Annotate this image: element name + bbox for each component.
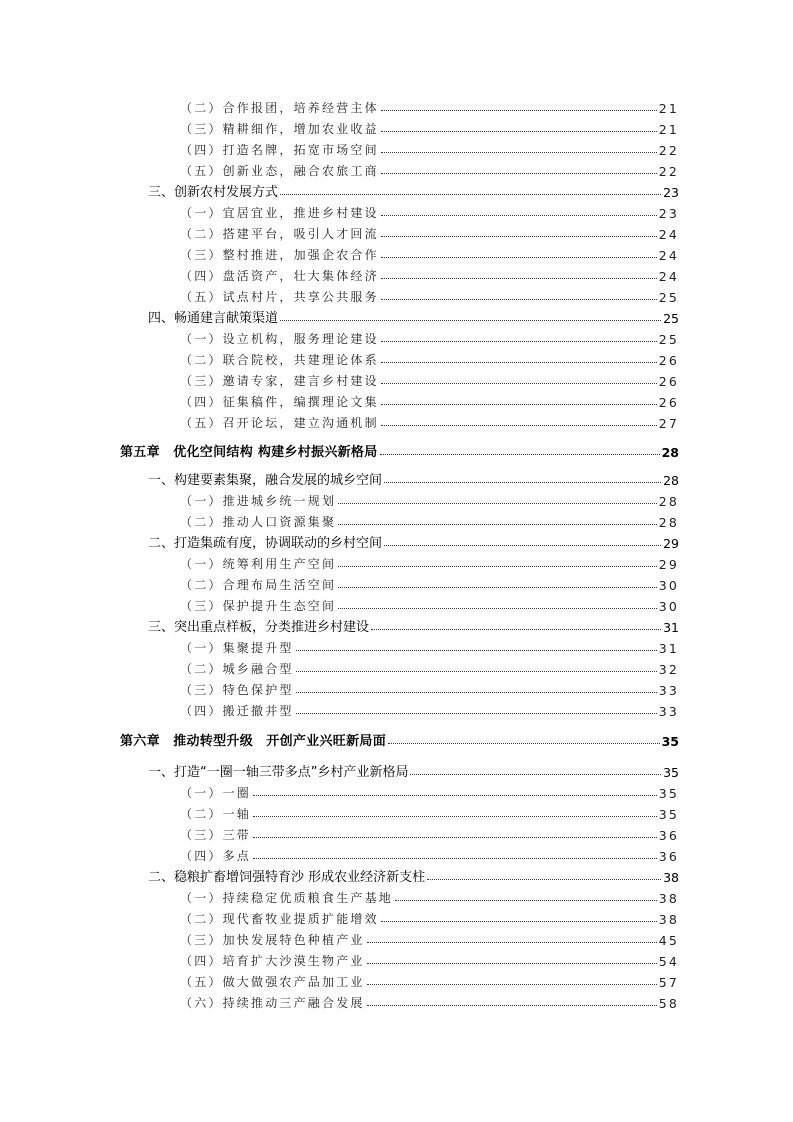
page-number: 29: [663, 536, 679, 551]
page-number: 28: [661, 445, 679, 460]
page-number: 35: [661, 734, 679, 749]
dot-leader: [367, 963, 657, 964]
dot-leader: [381, 278, 657, 279]
subsection-title: （一）统筹利用生产空间: [180, 557, 337, 571]
subsection-title: （一）推进城乡统一规划: [180, 494, 337, 508]
page-number: 24: [658, 248, 679, 263]
dot-leader: [338, 524, 656, 525]
section-title: 三、突出重点样板，分类推进乡村建设: [148, 620, 370, 635]
dot-leader: [253, 795, 657, 796]
subsection-title: （五）做大做强农产品加工业: [180, 975, 365, 989]
page-number: 25: [663, 311, 679, 326]
dot-leader: [381, 425, 657, 426]
toc-entry[interactable]: [180, 928, 679, 948]
dot-leader: [384, 482, 661, 483]
toc-entry[interactable]: [180, 699, 679, 719]
toc-entry[interactable]: [180, 117, 679, 137]
toc-entry[interactable]: [180, 489, 679, 509]
section-title: 三、创新农村发展方式: [148, 185, 279, 200]
toc-entry[interactable]: [180, 552, 679, 572]
dot-leader: [380, 454, 660, 455]
page-number: 23: [658, 206, 679, 221]
dot-leader: [381, 383, 657, 384]
subsection-title: （三）精耕细作，增加农业收益: [180, 122, 379, 136]
page-number: 36: [658, 849, 679, 864]
subsection-title: （三）特色保护型: [180, 683, 294, 697]
page-number: 26: [658, 374, 679, 389]
subsection-title: （三）邀请专家，建言乡村建设: [180, 374, 379, 388]
page-number: 28: [658, 494, 679, 509]
page-number: 28: [663, 473, 679, 488]
page-number: 25: [658, 332, 679, 347]
subsection-title: （三）加快发展特色种植产业: [180, 933, 365, 947]
dot-leader: [338, 587, 656, 588]
toc-entry[interactable]: [180, 573, 679, 593]
subsection-title: （五）召开论坛，建立沟通机制: [180, 416, 379, 430]
chapter-title: 第六章 推动转型升级 开创产业兴旺新局面: [120, 734, 387, 749]
subsection-title: （二）搭建平台，吸引人才回流: [180, 227, 379, 241]
page-number: 58: [658, 996, 679, 1011]
page-number: 31: [663, 620, 679, 635]
dot-leader: [280, 194, 661, 195]
page-number: 33: [658, 704, 679, 719]
page-number: 35: [658, 786, 679, 801]
dot-leader: [395, 900, 657, 901]
subsection-title: （四）搬迁撤并型: [180, 704, 294, 718]
toc-entry[interactable]: [180, 348, 679, 368]
toc-entry[interactable]: [180, 657, 679, 677]
page-number: 35: [658, 807, 679, 822]
toc-entry[interactable]: [180, 844, 679, 864]
toc-entry[interactable]: [180, 96, 679, 116]
subsection-title: （二）现代畜牧业提质扩能增效: [180, 912, 379, 926]
toc-entry[interactable]: [180, 594, 679, 614]
dot-leader: [381, 152, 657, 153]
subsection-title: （一）一圈: [180, 786, 252, 800]
dot-leader: [381, 341, 657, 342]
dot-leader: [338, 566, 656, 567]
dot-leader: [381, 362, 657, 363]
toc-entry[interactable]: [180, 138, 679, 158]
subsection-title: （三）三带: [180, 828, 252, 842]
page-number: 22: [658, 164, 679, 179]
dot-leader: [296, 650, 657, 651]
dot-leader: [253, 816, 657, 817]
subsection-title: （六）持续推动三产融合发展: [180, 996, 365, 1010]
toc-entry[interactable]: [148, 468, 679, 488]
page-number: 21: [658, 101, 679, 116]
subsection-title: （二）推动人口资源集聚: [180, 515, 337, 529]
page-number: 29: [658, 557, 679, 572]
page-number: 33: [658, 683, 679, 698]
toc-entry[interactable]: [180, 222, 679, 242]
page-number: 38: [658, 891, 679, 906]
toc-entry[interactable]: [180, 510, 679, 530]
dot-leader: [410, 774, 661, 775]
toc-entry[interactable]: [180, 201, 679, 221]
subsection-title: （四）盘活资产，壮大集体经济: [180, 269, 379, 283]
toc-entry[interactable]: [180, 369, 679, 389]
dot-leader: [381, 404, 657, 405]
page-number: 25: [658, 290, 679, 305]
toc-entry[interactable]: [148, 531, 679, 551]
section-title: 一、打造“一圈一轴三带多点”乡村产业新格局: [148, 765, 409, 780]
toc-entry[interactable]: [180, 970, 679, 990]
page-number: 36: [658, 828, 679, 843]
dot-leader: [381, 110, 657, 111]
section-title: 二、打造集疏有度，协调联动的乡村空间: [148, 536, 383, 551]
page-number: 27: [658, 416, 679, 431]
dot-leader: [381, 921, 657, 922]
toc-entry[interactable]: [180, 949, 679, 969]
page-number: 31: [658, 641, 679, 656]
dot-leader: [388, 743, 660, 744]
subsection-title: （一）宜居宜业，推进乡村建设: [180, 206, 379, 220]
dot-leader: [427, 879, 661, 880]
subsection-title: （五）试点村片，共享公共服务: [180, 290, 379, 304]
dot-leader: [384, 545, 661, 546]
dot-leader: [381, 215, 657, 216]
dot-leader: [253, 858, 657, 859]
dot-leader: [381, 299, 657, 300]
toc-entry[interactable]: [180, 411, 679, 431]
subsection-title: （二）一轴: [180, 807, 252, 821]
subsection-title: （二）联合院校，共建理论体系: [180, 353, 379, 367]
dot-leader: [296, 713, 657, 714]
toc-entry[interactable]: [180, 678, 679, 698]
page-number: 38: [663, 870, 679, 885]
dot-leader: [381, 236, 657, 237]
dot-leader: [253, 837, 657, 838]
section-title: 四、畅通建言献策渠道: [148, 311, 279, 326]
page-number: 38: [658, 912, 679, 927]
toc-entry[interactable]: [180, 159, 679, 179]
subsection-title: （一）集聚提升型: [180, 641, 294, 655]
page-number: 45: [658, 933, 679, 948]
toc-entry[interactable]: [180, 390, 679, 410]
dot-leader: [381, 131, 657, 132]
page-number: 28: [658, 515, 679, 530]
page-number: 26: [658, 395, 679, 410]
chapter-title: 第五章 优化空间结构 构建乡村振兴新格局: [120, 445, 378, 460]
page-number: 24: [658, 227, 679, 242]
dot-leader: [338, 503, 656, 504]
page-number: 32: [658, 662, 679, 677]
subsection-title: （三）保护提升生态空间: [180, 599, 337, 613]
dot-leader: [280, 320, 661, 321]
page-number: 30: [658, 599, 679, 614]
dot-leader: [367, 1005, 657, 1006]
subsection-title: （一）持续稳定优质粮食生产基地: [180, 891, 394, 905]
dot-leader: [371, 629, 661, 630]
toc-entry[interactable]: [180, 781, 679, 801]
section-title: 一、构建要素集聚，融合发展的城乡空间: [148, 473, 383, 488]
toc-entry[interactable]: [180, 264, 679, 284]
toc-entry[interactable]: [180, 327, 679, 347]
toc-entry[interactable]: [120, 729, 679, 749]
dot-leader: [338, 608, 656, 609]
subsection-title: （二）合理布局生活空间: [180, 578, 337, 592]
toc-entry[interactable]: [120, 440, 679, 460]
dot-leader: [367, 942, 657, 943]
page-number: 24: [658, 269, 679, 284]
subsection-title: （四）培育扩大沙漠生物产业: [180, 954, 365, 968]
page-number: 57: [658, 975, 679, 990]
page-number: 35: [663, 765, 679, 780]
subsection-title: （二）合作报团，培养经营主体: [180, 101, 379, 115]
toc-entry[interactable]: [180, 823, 679, 843]
toc-entry[interactable]: [180, 243, 679, 263]
dot-leader: [296, 692, 657, 693]
toc-entry[interactable]: [148, 865, 679, 885]
toc-entry[interactable]: [180, 886, 679, 906]
subsection-title: （四）多点: [180, 849, 252, 863]
section-title: 二、稳粮扩畜增饲强特育沙 形成农业经济新支柱: [148, 870, 426, 885]
dot-leader: [367, 984, 657, 985]
toc-entry[interactable]: [180, 907, 679, 927]
page-number: 54: [658, 954, 679, 969]
subsection-title: （五）创新业态，融合农旅工商: [180, 164, 379, 178]
toc-entry[interactable]: [180, 802, 679, 822]
dot-leader: [381, 257, 657, 258]
toc-entry[interactable]: [180, 636, 679, 656]
toc-entry[interactable]: [148, 180, 679, 200]
toc-entry[interactable]: [148, 615, 679, 635]
page-number: 21: [658, 122, 679, 137]
page-number: 30: [658, 578, 679, 593]
subsection-title: （四）征集稿件，编撰理论文集: [180, 395, 379, 409]
dot-leader: [296, 671, 657, 672]
subsection-title: （三）整村推进，加强企农合作: [180, 248, 379, 262]
page-number: 26: [658, 353, 679, 368]
subsection-title: （二）城乡融合型: [180, 662, 294, 676]
page-number: 23: [663, 185, 679, 200]
subsection-title: （一）设立机构，服务理论建设: [180, 332, 379, 346]
toc-entry[interactable]: [148, 306, 679, 326]
toc-entry[interactable]: [180, 991, 679, 1011]
dot-leader: [381, 173, 657, 174]
page-number: 22: [658, 143, 679, 158]
subsection-title: （四）打造名牌，拓宽市场空间: [180, 143, 379, 157]
toc-entry[interactable]: [180, 285, 679, 305]
toc-entry[interactable]: [148, 760, 679, 780]
